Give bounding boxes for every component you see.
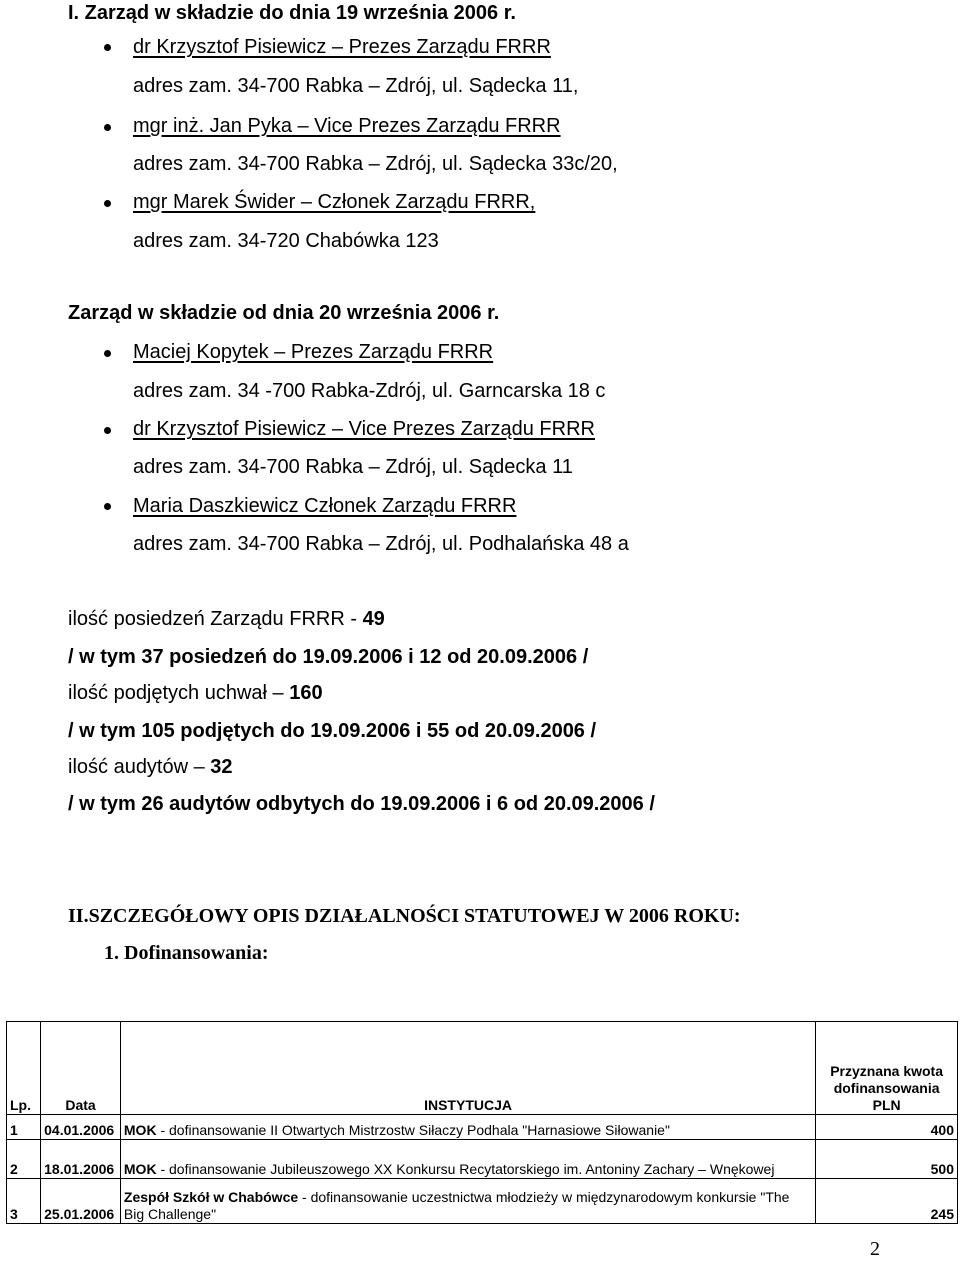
page-number: 2 xyxy=(870,1238,880,1260)
member-address: adres zam. 34 -700 Rabka-Zdrój, ul. Garncarska 18 c xyxy=(133,380,606,402)
member-name: dr Krzysztof Pisiewicz – Prezes Zarządu FRRR xyxy=(133,36,551,58)
cell-institution xyxy=(120,1115,815,1140)
meetings-label: ilość posiedzeń Zarządu FRRR - xyxy=(68,608,363,630)
member-address: adres zam. 34-720 Chabówka 123 xyxy=(133,230,439,252)
header-institution: INSTYTUCJA xyxy=(120,1022,815,1115)
cell-date: 25.01.2006 xyxy=(41,1179,121,1224)
header-lp: Lp. xyxy=(7,1022,41,1115)
cell-date: 04.01.2006 xyxy=(41,1115,121,1140)
cell-date: 18.01.2006 xyxy=(41,1140,121,1179)
cell-lp: 1 xyxy=(7,1115,41,1140)
section3-heading: II.SZCZEGÓŁOWY OPIS DZIAŁALNOŚCI STATUTOWEJ W 2006 ROKU: xyxy=(68,905,741,927)
resolutions-detail: / w tym 105 podjętych do 19.09.2006 i 55 od 20.09.2006 / xyxy=(68,720,597,742)
institution-description: - dofinansowanie Jubileuszowego XX Konkursu Recytatorskiego im. Antoniny Zachary – Wnękowej xyxy=(156,1161,775,1177)
member-name: Maciej Kopytek – Prezes Zarządu FRRR xyxy=(133,341,494,363)
table-row xyxy=(7,1115,958,1140)
cell-institution xyxy=(120,1140,815,1179)
cell-lp: 3 xyxy=(7,1179,41,1224)
resolutions-label: ilość podjętych uchwał – xyxy=(68,682,290,704)
meetings-detail: / w tym 37 posiedzeń do 19.09.2006 i 12 od 20.09.2006 / xyxy=(68,646,589,668)
institution-description: - dofinansowanie uczestnictwa młodzieży w międzynarodowym konkursie "The Big Challenge" xyxy=(123,1189,790,1222)
bullet-icon xyxy=(104,124,111,131)
meetings-line xyxy=(68,608,385,631)
audits-line xyxy=(68,756,233,779)
member-address: adres zam. 34-700 Rabka – Zdrój, ul. Podhalańska 48 a xyxy=(133,533,629,555)
bullet-icon xyxy=(104,427,111,434)
member-address: adres zam. 34-700 Rabka – Zdrój, ul. Sądecka 11 xyxy=(133,456,573,478)
member-name: mgr inż. Jan Pyka – Vice Prezes Zarządu FRRR xyxy=(133,115,561,137)
audits-detail: / w tym 26 audytów odbytych do 19.09.2006 i 6 od 20.09.2006 / xyxy=(68,793,655,815)
header-date: Data xyxy=(41,1022,121,1115)
bullet-icon xyxy=(104,503,111,510)
cell-institution xyxy=(120,1179,815,1224)
bullet-icon xyxy=(104,350,111,357)
meetings-value: 49 xyxy=(362,608,385,630)
cell-amount: 245 xyxy=(816,1179,958,1224)
member-name: dr Krzysztof Pisiewicz – Vice Prezes Zarządu FRRR xyxy=(133,418,595,440)
member-name: Maria Daszkiewicz Członek Zarządu FRRR xyxy=(133,495,517,517)
cell-amount: 400 xyxy=(816,1115,958,1140)
table-header-row xyxy=(7,1022,958,1115)
section2-heading: Zarząd w składzie od dnia 20 września 2006 r. xyxy=(68,302,500,324)
cell-amount: 500 xyxy=(816,1140,958,1179)
audits-label: ilość audytów – xyxy=(68,756,211,778)
bullet-icon xyxy=(104,44,111,51)
resolutions-value: 160 xyxy=(289,682,323,704)
section3-subheading: 1. Dofinansowania: xyxy=(104,942,269,964)
cell-lp: 2 xyxy=(7,1140,41,1179)
member-address: adres zam. 34-700 Rabka – Zdrój, ul. Sądecka 11, xyxy=(133,75,579,97)
audits-value: 32 xyxy=(210,756,233,778)
section1-heading: I. Zarząd w składzie do dnia 19 września 2006 r. xyxy=(68,2,516,24)
table-row xyxy=(7,1140,958,1179)
member-name: mgr Marek Świder – Członek Zarządu FRRR, xyxy=(133,191,536,213)
institution-name: MOK xyxy=(123,1122,157,1138)
table-row xyxy=(7,1179,958,1224)
grants-table xyxy=(6,1021,958,1224)
bullet-icon xyxy=(104,200,111,207)
institution-name: MOK xyxy=(123,1161,157,1177)
resolutions-line xyxy=(68,682,323,705)
header-amount: Przyznana kwota dofinansowania PLN xyxy=(816,1022,958,1115)
member-address: adres zam. 34-700 Rabka – Zdrój, ul. Sądecka 33c/20, xyxy=(133,153,618,175)
institution-name: Zespół Szkół w Chabówce xyxy=(123,1189,299,1205)
institution-description: - dofinansowanie II Otwartych Mistrzostw Siłaczy Podhala "Harnasiowe Siłowanie" xyxy=(156,1122,670,1138)
